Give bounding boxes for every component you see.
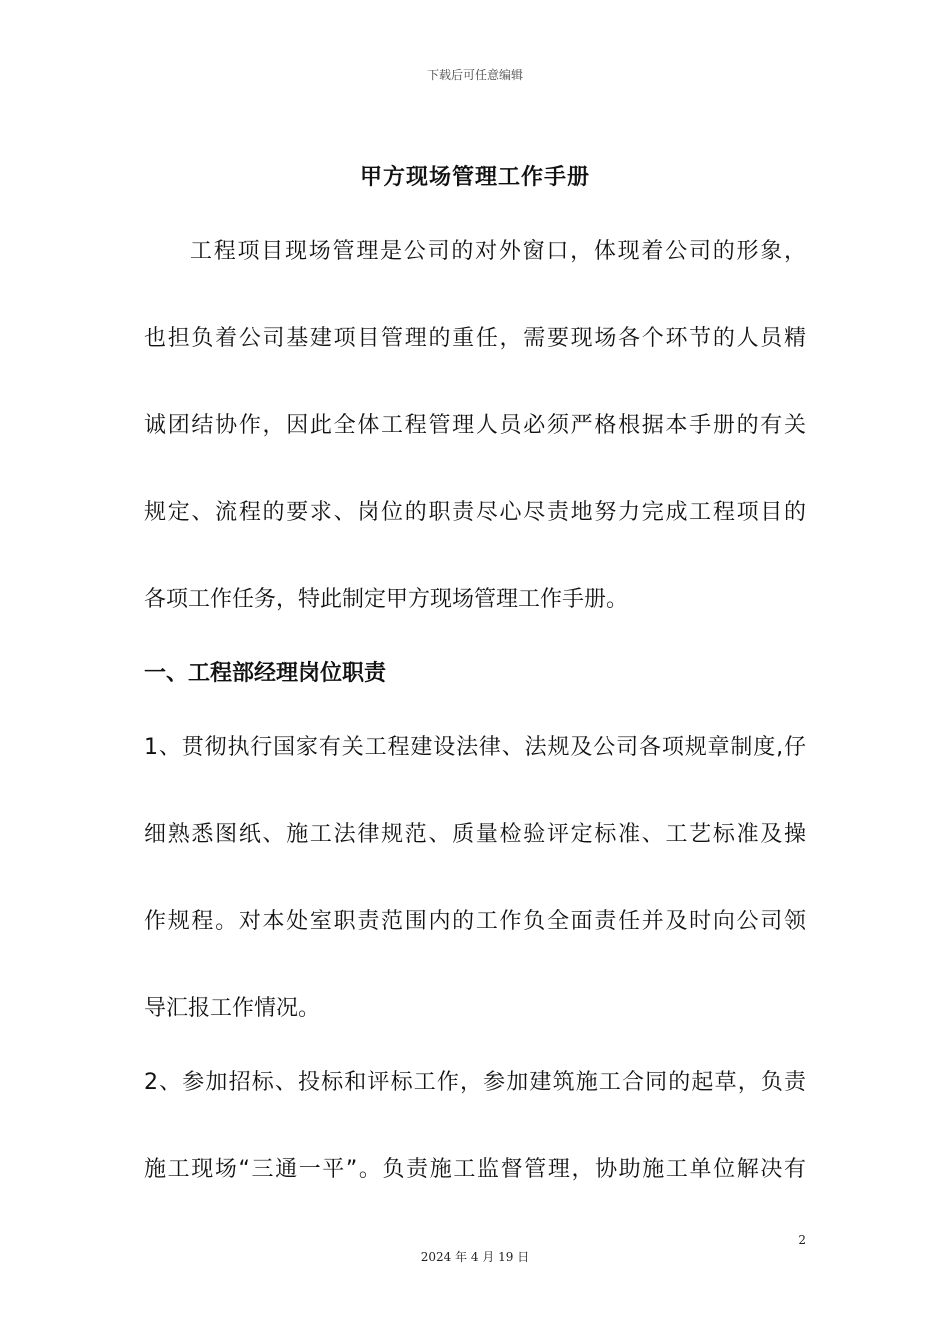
intro-line-3: 诚团结协作，因此全体工程管理人员必须严格根据本手册的有关	[144, 413, 806, 438]
intro-line-4: 规定、流程的要求、岗位的职责尽心尽责地努力完成工程项目的	[144, 500, 806, 525]
intro-line-2: 也担负着公司基建项目管理的重任，需要现场各个环节的人员精	[144, 326, 806, 351]
item1-line-3: 作规程。对本处室职责范围内的工作负全面责任并及时向公司领	[144, 909, 806, 934]
intro-line-1: 工程项目现场管理是公司的对外窗口，体现着公司的形象，	[190, 239, 806, 264]
item1-line-2: 细熟悉图纸、施工法律规范、质量检验评定标准、工艺标准及操	[144, 822, 806, 847]
item1-line-4: 导汇报工作情况。	[144, 996, 321, 1021]
section-heading: 一、工程部经理岗位职责	[144, 661, 387, 686]
item1-line-1: 1、贯彻执行国家有关工程建设法律、法规及公司各项规章制度,仔	[144, 735, 806, 760]
page-header: 下载后可任意编辑	[426, 68, 523, 82]
document-title: 甲方现场管理工作手册	[359, 165, 590, 190]
item2-line-2: 施工现场“三通一平”。负责施工监督管理，协助施工单位解决有	[144, 1157, 806, 1182]
footer-date: 2024 年 4 月 19 日	[420, 1250, 530, 1264]
page-number: 2	[798, 1233, 806, 1247]
intro-line-5: 各项工作任务，特此制定甲方现场管理工作手册。	[144, 587, 629, 612]
item2-line-1: 2、参加招标、投标和评标工作，参加建筑施工合同的起草，负责	[144, 1070, 806, 1095]
